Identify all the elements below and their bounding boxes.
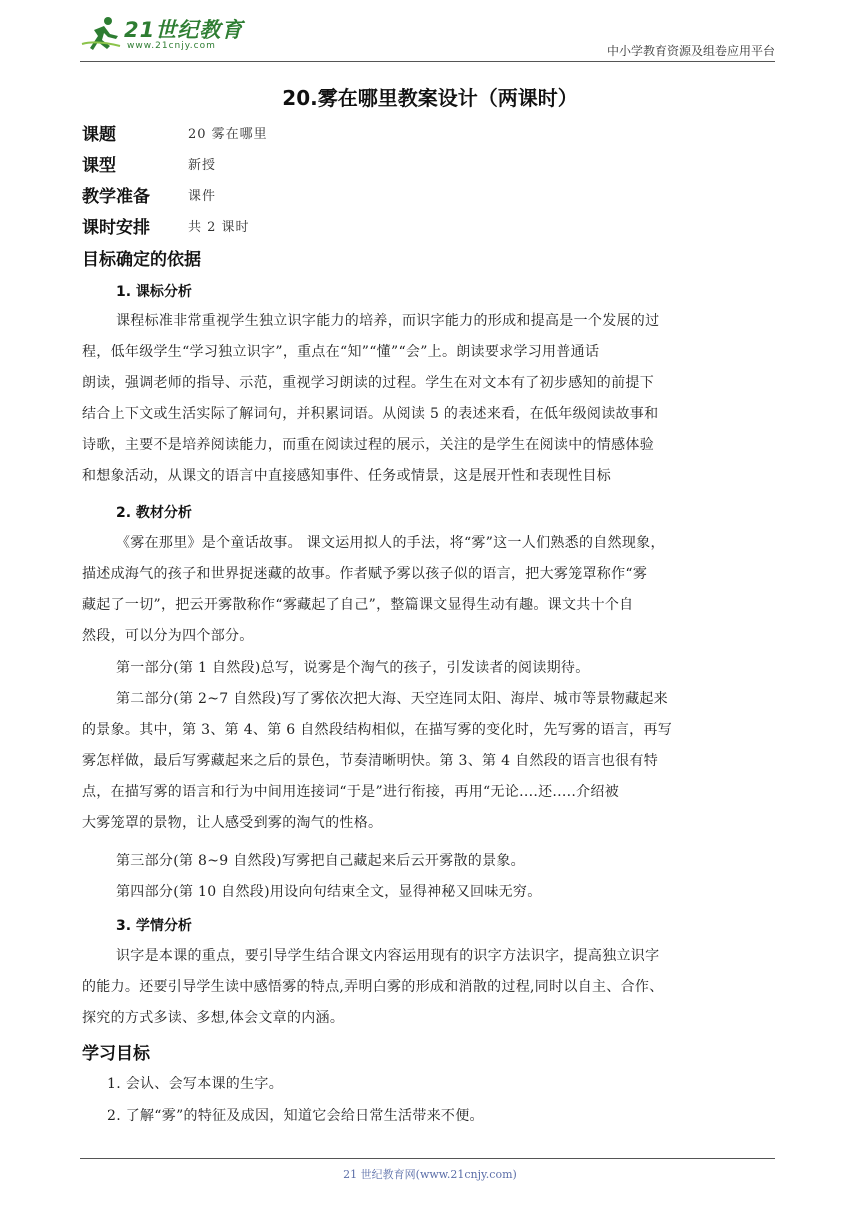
meta-label: 教学准备 bbox=[82, 187, 150, 207]
logo-text: 21世纪教育 bbox=[124, 18, 244, 42]
paragraph-line: 课程标准非常重视学生独立识字能力的培养，而识字能力的形成和提高是一个发展的过 bbox=[116, 313, 660, 329]
meta-value: 共 2 课时 bbox=[188, 220, 250, 235]
objective-item: 2. 了解“雾”的特征及成因，知道它会给日常生活带来不便。 bbox=[107, 1108, 484, 1124]
platform-name: 中小学教育资源及组卷应用平台 bbox=[606, 44, 775, 58]
meta-label: 课时安排 bbox=[82, 218, 150, 238]
meta-value: 20 雾在哪里 bbox=[188, 127, 268, 142]
paragraph-line: 描述成海气的孩子和世界捉迷藏的故事。作者赋予雾以孩子似的语言，把大雾笼罩称作“雾 bbox=[82, 566, 648, 582]
page-header bbox=[80, 12, 775, 60]
paragraph-line: 的景象。其中，第 3、第 4、第 6 自然段结构相似，在描写雾的变化时，先写雾的语言，再写 bbox=[82, 722, 673, 738]
paragraph-line: 大雾笼罩的景物，让人感受到雾的淘气的性格。 bbox=[82, 815, 383, 831]
footer-link[interactable]: 21 世纪教育网(www.21cnjy.com) bbox=[343, 1168, 517, 1181]
paragraph-line: 雾怎样做，最后写雾藏起来之后的景色，节奏清晰明快。第 3、第 4 自然段的语言也很有特 bbox=[82, 753, 659, 769]
logo-url: www.21cnjy.com bbox=[127, 41, 216, 51]
objective-item: 1. 会认、会写本课的生字。 bbox=[107, 1076, 284, 1092]
paragraph-line: 和想象活动，从课文的语言中直接感知事件、任务或情景，这是展开性和表现性目标 bbox=[82, 468, 612, 484]
paragraph-line: 第二部分(第 2~7 自然段)写了雾依次把大海、天空连同太阳、海岸、城市等景物藏起来 bbox=[116, 691, 668, 707]
subheading-learner: 3. 学情分析 bbox=[116, 918, 192, 934]
section-heading-basis: 目标确定的依据 bbox=[82, 250, 201, 270]
paragraph-line: 程，低年级学生“学习独立识字”，重点在“知”“懂”“会”上。朗读要求学习用普通话 bbox=[82, 344, 600, 360]
logo bbox=[80, 12, 250, 56]
paragraph-line: 探究的方式多读、多想,体会文章的内涵。 bbox=[82, 1010, 345, 1026]
meta-value: 新授 bbox=[188, 158, 217, 173]
paragraph-line: 结合上下文或生活实际了解词句，并积累词语。从阅读 5 的表述来看，在低年级阅读故事和 bbox=[82, 406, 659, 422]
footer-divider bbox=[80, 1158, 775, 1159]
subheading-textbook: 2. 教材分析 bbox=[116, 505, 192, 521]
paragraph-line: 第四部分(第 10 自然段)用设向句结束全文，显得神秘又回味无穷。 bbox=[116, 884, 542, 900]
paragraph-line: 《雾在那里》是个童话故事。 课文运用拟人的手法，将“雾”这一人们熟悉的自然现象， bbox=[116, 535, 665, 551]
paragraph-line: 第一部分(第 1 自然段)总写，说雾是个淘气的孩子，引发读者的阅读期待。 bbox=[116, 660, 590, 676]
paragraph-line: 点，在描写雾的语言和行为中间用连接词“于是”进行衔接，再用“无论....还.....介绍被 bbox=[82, 784, 620, 800]
paragraph-line: 识字是本课的重点，要引导学生结合课文内容运用现有的识字方法识字，提高独立识字 bbox=[116, 948, 660, 964]
section-heading-objectives: 学习目标 bbox=[82, 1044, 150, 1064]
running-figure-icon bbox=[80, 14, 124, 54]
page-title: 20.雾在哪里教案设计（两课时） bbox=[282, 86, 578, 110]
meta-label: 课题 bbox=[82, 125, 116, 145]
meta-value: 课件 bbox=[188, 189, 217, 204]
paragraph-line: 的能力。还要引导学生读中感悟雾的特点,弄明白雾的形成和消散的过程,同时以自主、合作、 bbox=[82, 979, 664, 995]
subheading-curriculum: 1. 课标分析 bbox=[116, 284, 192, 300]
paragraph-line: 朗读，强调老师的指导、示范，重视学习朗读的过程。学生在对文本有了初步感知的前提下 bbox=[82, 375, 654, 391]
header-divider bbox=[80, 61, 775, 62]
paragraph-line: 诗歌，主要不是培养阅读能力，而重在阅读过程的展示，关注的是学生在阅读中的情感体验 bbox=[82, 437, 654, 453]
paragraph-line: 然段，可以分为四个部分。 bbox=[82, 628, 254, 644]
meta-label: 课型 bbox=[82, 156, 116, 176]
paragraph-line: 第三部分(第 8~9 自然段)写雾把自己藏起来后云开雾散的景象。 bbox=[116, 853, 525, 869]
paragraph-line: 藏起了一切”，把云开雾散称作“雾藏起了自己”，整篇课文显得生动有趣。课文共十个自 bbox=[82, 597, 634, 613]
